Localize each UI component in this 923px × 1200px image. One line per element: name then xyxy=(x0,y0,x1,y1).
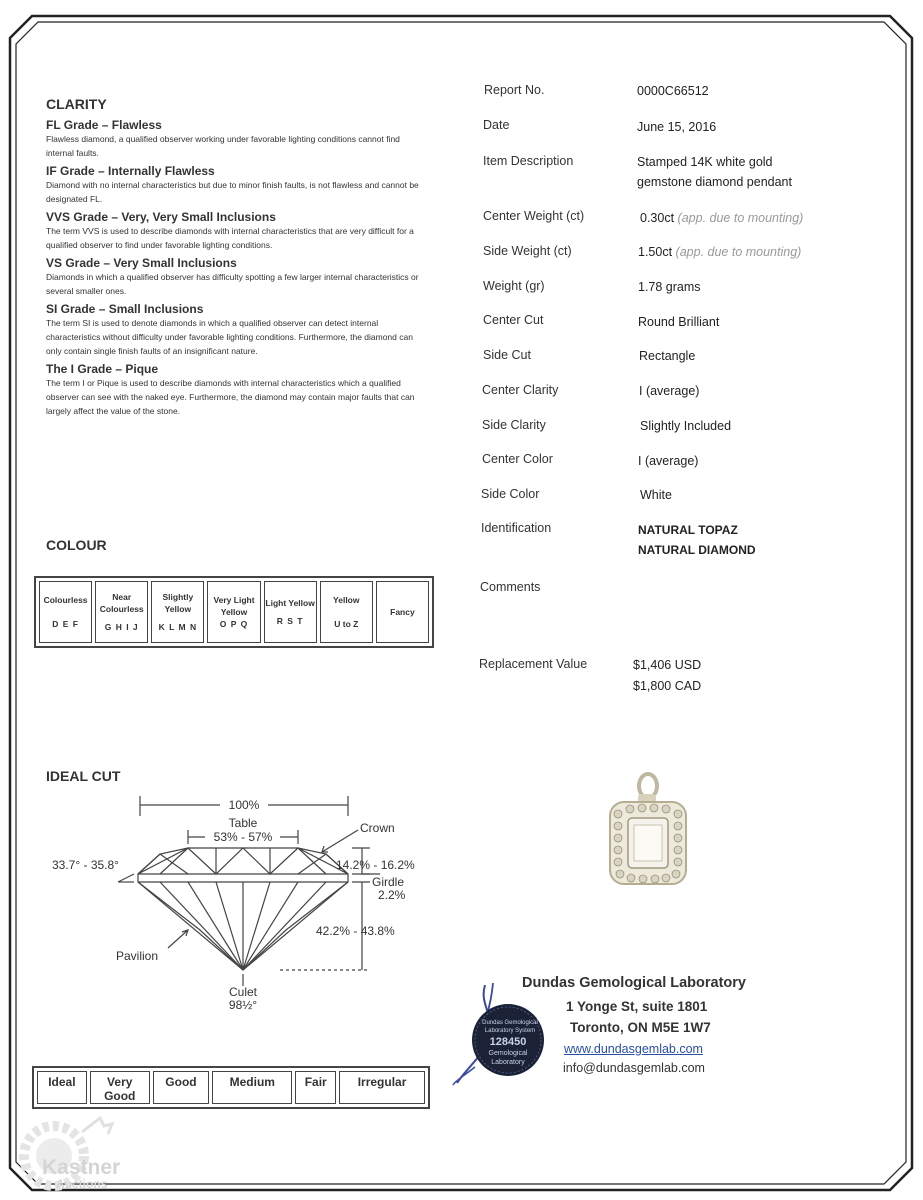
clarity-grade-title: SI Grade – Small Inclusions xyxy=(46,302,204,316)
colour-scale-table xyxy=(34,576,434,648)
lab-website-link[interactable]: www.dundasgemlab.com xyxy=(564,1042,703,1056)
colour-cell-name: Light Yellow xyxy=(265,598,315,608)
clarity-grade-desc: The term VVS is used to describe diamonds with internal characteristics that are very difficult for a qualified observer to find under favorable lighting conditions. xyxy=(46,226,414,250)
seal-number: 128450 xyxy=(489,1036,527,1048)
clarity-grade-desc: Flawless diamond, a qualified observer working under favorable lighting conditions cannot find internal faults. xyxy=(46,134,400,158)
side-weight-value xyxy=(638,245,801,259)
colour-cell-letters: G H I J xyxy=(104,622,139,632)
table-range-label: 53% - 57% xyxy=(213,830,273,844)
center-clarity-label: Center Clarity xyxy=(482,383,559,397)
cut-grade-table xyxy=(32,1066,430,1109)
identification-label: Identification xyxy=(481,521,552,535)
identification-value: NATURAL TOPAZ xyxy=(638,523,738,537)
clarity-grade-title: IF Grade – Internally Flawless xyxy=(46,164,215,178)
diamond-cut-diagram xyxy=(40,790,440,1015)
side-clarity-value: Slightly Included xyxy=(640,419,732,433)
center-weight-note: (app. due to mounting) xyxy=(677,211,804,225)
clarity-grade xyxy=(46,118,426,160)
center-cut-value: Round Brilliant xyxy=(638,315,720,329)
colour-cell xyxy=(320,581,373,643)
side-clarity-label: Side Clarity xyxy=(482,418,546,432)
clarity-grade-title: VS Grade – Very Small Inclusions xyxy=(46,256,237,270)
pendant-photo xyxy=(600,768,710,898)
kastner-watermark-logo xyxy=(12,1112,142,1192)
crown-label: Crown xyxy=(360,821,395,835)
clarity-grade-desc: Diamond with no internal characteristics but due to minor finish faults, is not flawless and cannot be designated FL. xyxy=(46,180,419,204)
comments-label: Comments xyxy=(480,580,541,594)
lab-email: info@dundasgemlab.com xyxy=(563,1061,705,1075)
girdle-pct-label: 2.2% xyxy=(378,888,406,902)
date-label: Date xyxy=(483,118,510,132)
seal-text: Dundas Gemological xyxy=(482,1020,538,1026)
culet-angle-label: 98½° xyxy=(228,998,258,1012)
cut-grade-cell: Very Good xyxy=(90,1071,150,1104)
identification-value-2: NATURAL DIAMOND xyxy=(638,543,756,557)
clarity-grade-desc: Diamonds in which a qualified observer has difficulty spotting a few larger internal characteristics or several smaller ones. xyxy=(46,272,419,296)
item-description-value: Stamped 14K white gold xyxy=(637,155,773,169)
colour-cell xyxy=(376,581,429,643)
pct100-label: 100% xyxy=(228,798,260,812)
center-clarity-value: I (average) xyxy=(639,384,700,398)
colour-cell-name: Yellow xyxy=(333,595,360,605)
cut-grade-cell: Good xyxy=(153,1071,209,1104)
clarity-grade xyxy=(46,164,426,206)
center-weight-value xyxy=(640,211,803,225)
clarity-grade xyxy=(46,362,426,418)
crown-angle-label: 33.7° - 35.8° xyxy=(52,858,119,872)
colour-cell-name: Near Colourless xyxy=(99,592,144,614)
clarity-grades xyxy=(46,118,426,418)
lab-address-2: Toronto, ON M5E 1W7 xyxy=(570,1020,711,1035)
colour-cell-letters: K L M N xyxy=(158,622,198,632)
crown-height-label: 14.2% - 16.2% xyxy=(336,858,415,872)
culet-label: Culet xyxy=(228,985,258,999)
cut-grade-cell: Fair xyxy=(295,1071,336,1104)
weight-gr-value: 1.78 grams xyxy=(638,280,701,294)
seal-text: Laboratory xyxy=(491,1059,525,1066)
side-color-label: Side Color xyxy=(481,487,540,501)
seal-text: Gemological xyxy=(488,1050,528,1057)
pavilion-label: Pavilion xyxy=(116,949,159,963)
side-weight-amount: 1.50ct xyxy=(638,245,673,259)
center-weight-label: Center Weight (ct) xyxy=(483,209,585,223)
cut-grade-cell: Ideal xyxy=(37,1071,87,1104)
weight-gr-label: Weight (gr) xyxy=(483,279,545,293)
side-cut-label: Side Cut xyxy=(483,348,531,362)
pavilion-depth-label: 42.2% - 43.8% xyxy=(316,924,395,938)
cut-grade-cell: Medium xyxy=(212,1071,292,1104)
clarity-grade xyxy=(46,302,426,358)
clarity-grade xyxy=(46,210,426,252)
table-label: Table xyxy=(228,816,258,830)
cut-grade-cell: Irregular xyxy=(339,1071,425,1104)
colour-cell-name: Colourless xyxy=(43,595,88,605)
center-color-label: Center Color xyxy=(482,452,553,466)
item-description-label: Item Description xyxy=(483,154,574,168)
lab-name: Dundas Gemological Laboratory xyxy=(522,975,746,991)
ideal-cut-heading: IDEAL CUT xyxy=(46,768,121,784)
colour-cell xyxy=(151,581,204,643)
side-cut-value: Rectangle xyxy=(639,349,696,363)
clarity-grade-title: VVS Grade – Very, Very Small Inclusions xyxy=(46,210,276,224)
center-cut-label: Center Cut xyxy=(483,313,544,327)
clarity-grade-desc: The term I or Pique is used to describe diamonds with internal characteristics which a qualified observer can see with the naked eye. Furthermore, the diamond may contain major faults that can largely affect the value of the stone. xyxy=(46,378,415,416)
date-value: June 15, 2016 xyxy=(637,120,717,134)
colour-cell xyxy=(207,581,260,643)
colour-cell-letters: U to Z xyxy=(334,619,359,629)
lab-address-1: 1 Yonge St, suite 1801 xyxy=(566,999,708,1014)
lab-seal xyxy=(445,975,555,1090)
colour-cell xyxy=(39,581,92,643)
report-no-label: Report No. xyxy=(484,83,545,97)
replacement-value-label: Replacement Value xyxy=(479,657,588,671)
center-weight-amount: 0.30ct xyxy=(640,211,675,225)
center-color-value: I (average) xyxy=(638,454,699,468)
colour-cell-name: Very Light Yellow xyxy=(213,595,255,617)
replacement-value-cad: $1,800 CAD xyxy=(633,679,702,693)
replacement-value-usd: $1,406 USD xyxy=(633,658,702,672)
colour-cell-letters: O P Q xyxy=(219,619,249,629)
colour-cell-letters: D E F xyxy=(52,619,79,629)
side-weight-label: Side Weight (ct) xyxy=(483,244,572,258)
item-description-value-2: gemstone diamond pendant xyxy=(637,175,792,189)
side-color-value: White xyxy=(640,488,672,502)
clarity-grade-title: FL Grade – Flawless xyxy=(46,118,162,132)
colour-cell-name: Fancy xyxy=(390,607,415,617)
watermark-text: Kastner xyxy=(42,1156,121,1179)
colour-cell-letters: R S T xyxy=(276,616,304,626)
colour-cell-name: Slightly Yellow xyxy=(162,592,194,614)
clarity-heading: CLARITY xyxy=(46,96,107,112)
colour-cell xyxy=(264,581,317,643)
side-weight-note: (app. due to mounting) xyxy=(675,245,802,259)
clarity-grade xyxy=(46,256,426,298)
colour-cell xyxy=(95,581,148,643)
girdle-label: Girdle xyxy=(372,875,405,889)
clarity-grade-desc: The term SI is used to denote diamonds in which a qualified observer can detect internal characteristics without difficulty under favorable lighting conditions. Furthermore, the diamond can only contain single finish faults of an insignificant nature. xyxy=(46,318,413,356)
watermark-text: Auctions xyxy=(56,1177,108,1191)
clarity-grade-title: The I Grade – Pique xyxy=(46,362,159,376)
seal-text: Laboratory System xyxy=(484,1028,536,1034)
report-no-value: 0000C66512 xyxy=(637,84,709,98)
colour-heading: COLOUR xyxy=(46,537,107,553)
